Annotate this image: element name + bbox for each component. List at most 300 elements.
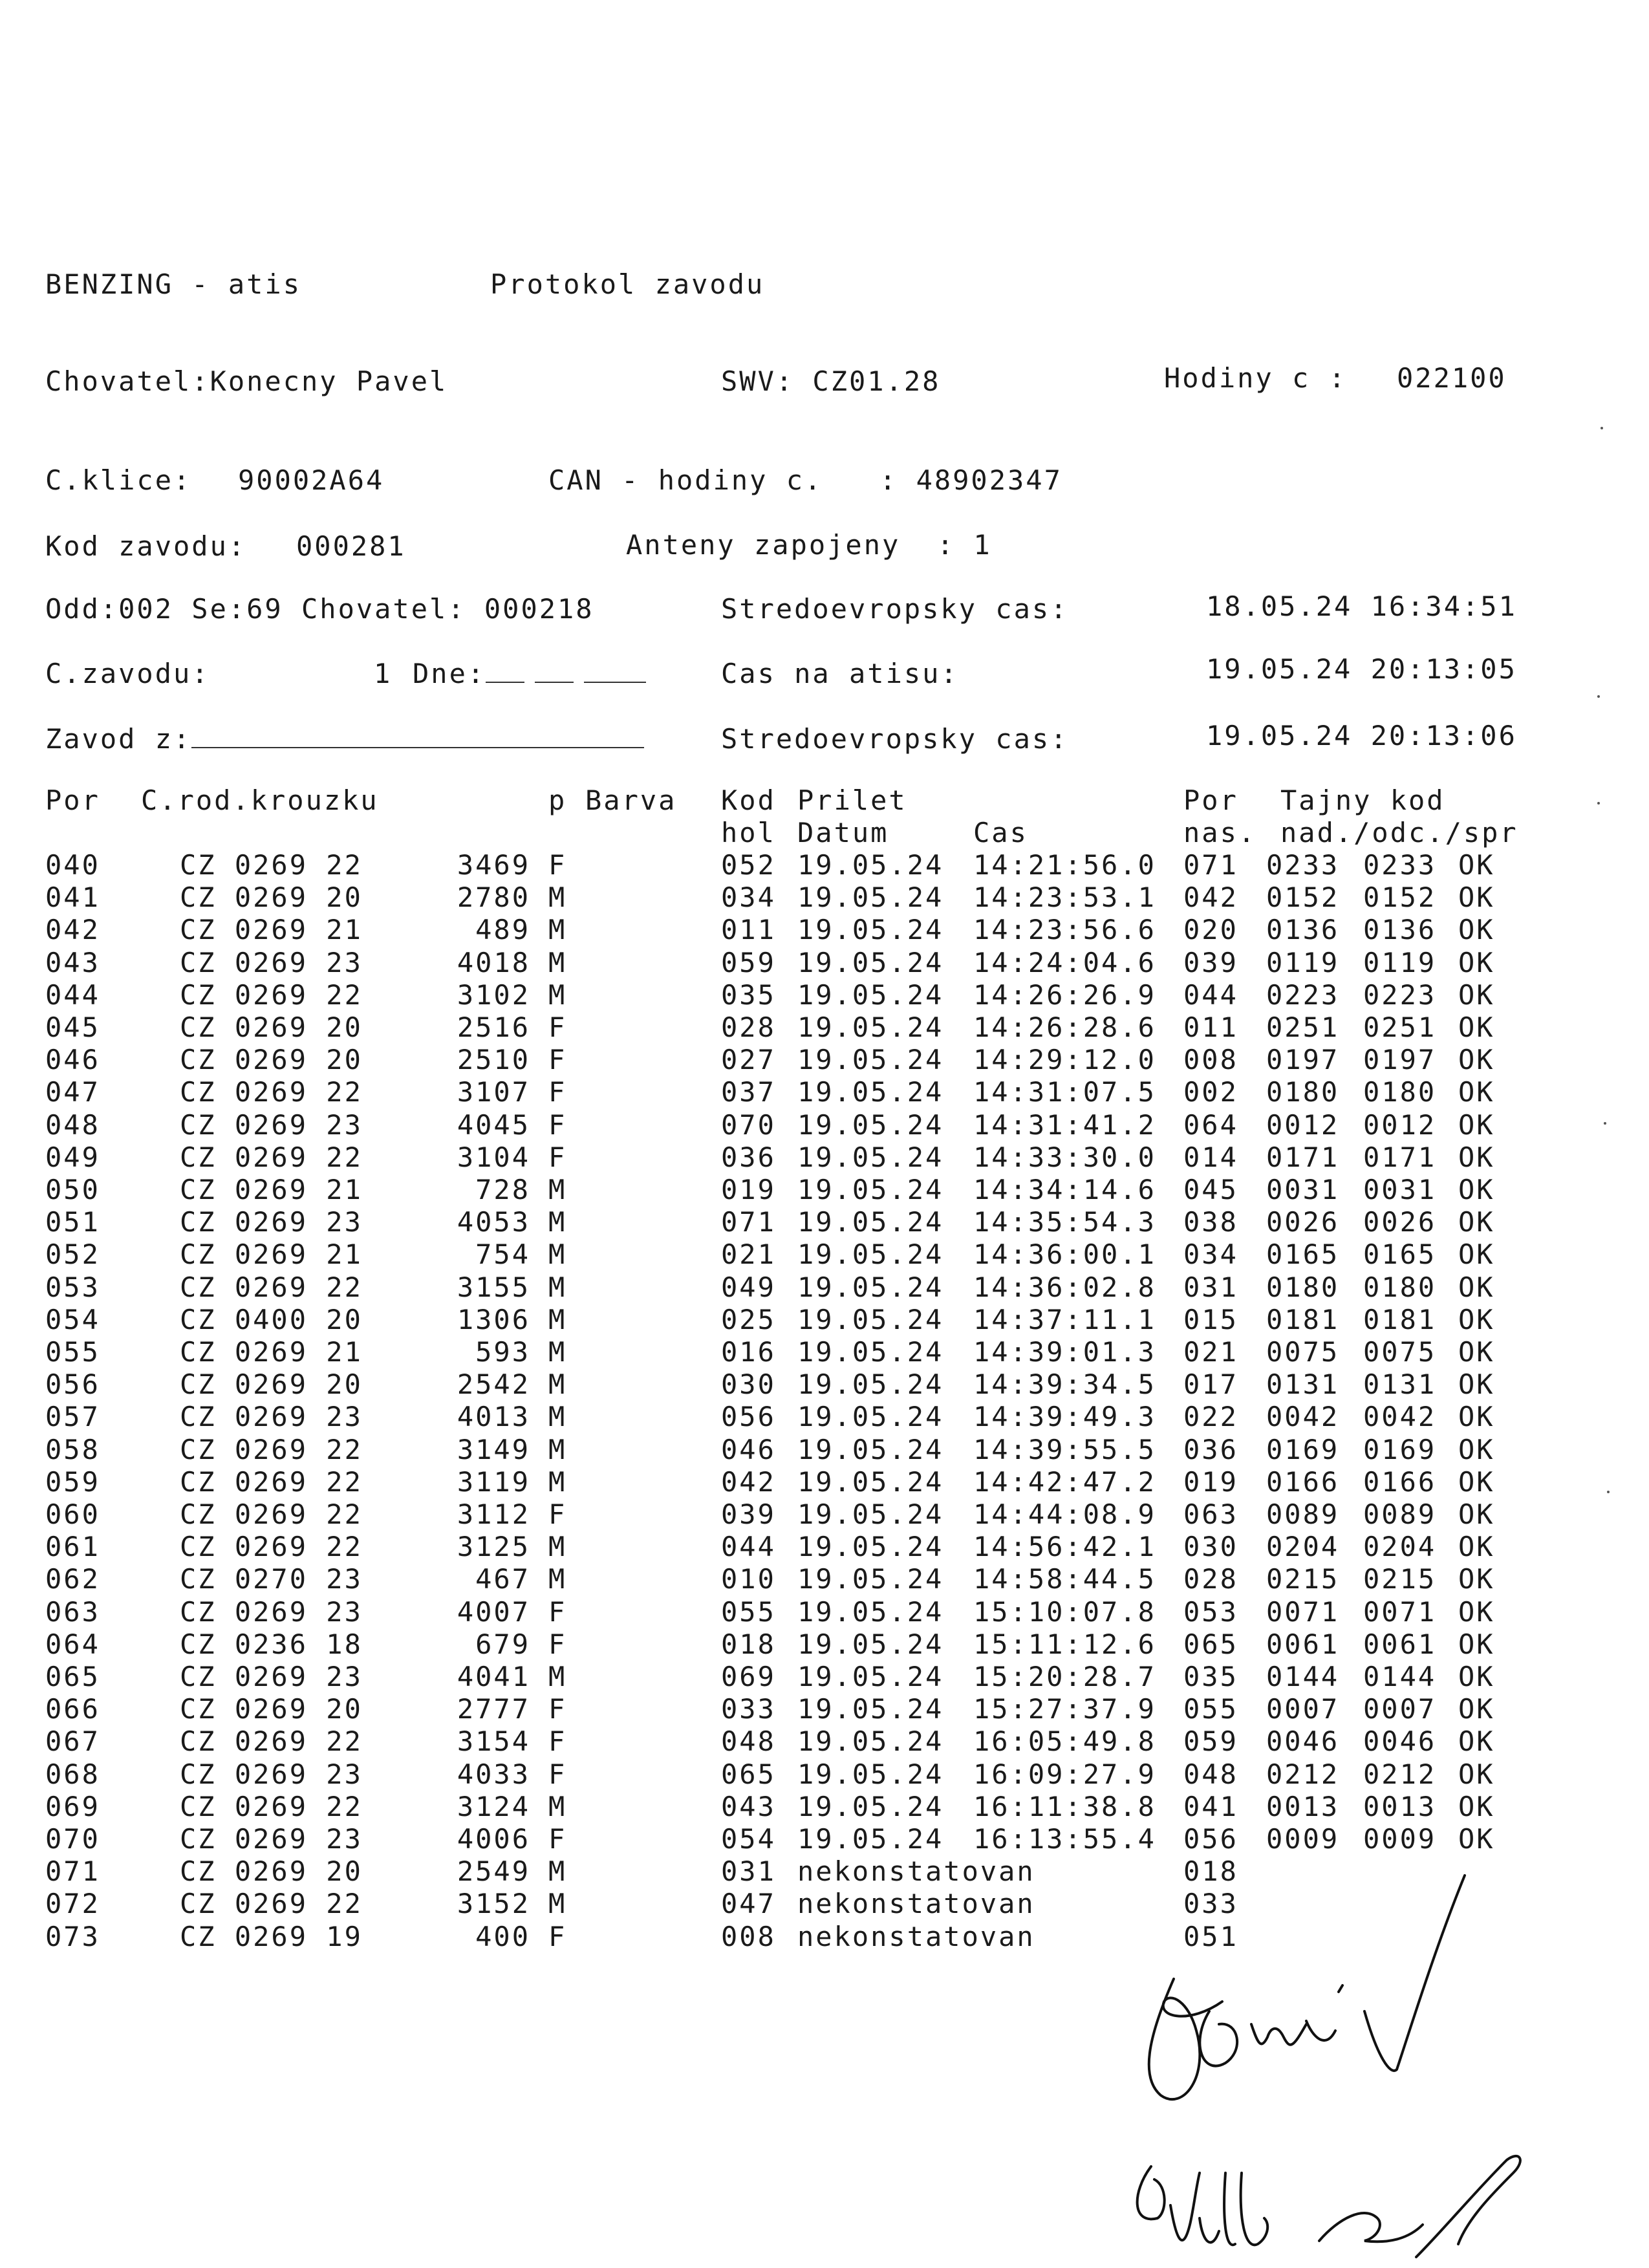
sex: M	[548, 1271, 567, 1303]
arrival-date: 19.05.24	[797, 1174, 944, 1205]
race-from-text: Zavod z:	[45, 723, 192, 755]
secret-code-nad: 0165	[1266, 1238, 1340, 1270]
arrival-date: 19.05.24	[797, 1596, 944, 1628]
bird-code: 052	[721, 849, 776, 881]
arrival-time: 14:37:11.1	[973, 1304, 1156, 1335]
arrival-time: 14:42:47.2	[973, 1466, 1156, 1498]
col-date: Datum	[797, 817, 889, 848]
nominated-order: 015	[1183, 1304, 1238, 1335]
col-nas: nas.	[1183, 817, 1257, 848]
check-status: OK	[1458, 979, 1495, 1011]
sex: F	[548, 1758, 567, 1790]
arrival-date: 19.05.24	[797, 1791, 944, 1822]
table-row	[0, 1011, 1507, 1044]
arrival-time: 14:26:26.9	[973, 979, 1156, 1011]
nominated-order: 055	[1183, 1693, 1238, 1725]
row-position: 060	[45, 1498, 100, 1530]
ring-number: 4006	[457, 1823, 530, 1855]
nominated-order: 064	[1183, 1109, 1238, 1141]
secret-code-odc: 0144	[1363, 1661, 1437, 1692]
ring-number: 2516	[457, 1011, 530, 1043]
nominated-order: 028	[1183, 1563, 1238, 1595]
row-position: 051	[45, 1206, 100, 1238]
table-row	[0, 1563, 1507, 1595]
ring-number: 679	[475, 1628, 530, 1660]
secret-code-odc: 0012	[1363, 1109, 1437, 1141]
sex: M	[548, 1563, 567, 1595]
arrival-time: 14:23:53.1	[973, 881, 1156, 913]
ring-prefix: CZ 0269 22	[180, 1076, 363, 1108]
ring-number: 489	[475, 914, 530, 945]
secret-code-odc: 0204	[1363, 1531, 1437, 1562]
arrival-time: 16:13:55.4	[973, 1823, 1156, 1855]
arrival-time: 14:39:34.5	[973, 1368, 1156, 1400]
bird-code: 031	[721, 1855, 776, 1887]
nominated-order: 008	[1183, 1044, 1238, 1075]
sex: F	[548, 849, 567, 881]
ring-prefix: CZ 0270 23	[180, 1563, 363, 1595]
secret-code-nad: 0042	[1266, 1401, 1340, 1432]
nominated-order: 053	[1183, 1596, 1238, 1628]
date-label-text: Dne:	[413, 658, 486, 689]
secret-code-odc: 0131	[1363, 1368, 1437, 1400]
arrival-date: 19.05.24	[797, 1693, 944, 1725]
ring-number: 2510	[457, 1044, 530, 1075]
nominated-order: 019	[1183, 1466, 1238, 1498]
table-row	[0, 1174, 1507, 1206]
check-status: OK	[1458, 1076, 1495, 1108]
ring-number: 2542	[457, 1368, 530, 1400]
row-position: 053	[45, 1271, 100, 1303]
bird-code: 042	[721, 1466, 776, 1498]
check-status: OK	[1458, 1304, 1495, 1335]
arrival-date: 19.05.24	[797, 1206, 944, 1238]
ring-prefix: CZ 0269 22	[180, 1791, 363, 1822]
nominated-order: 056	[1183, 1823, 1238, 1855]
ring-number: 4013	[457, 1401, 530, 1432]
table-row	[0, 1206, 1507, 1238]
ring-prefix: CZ 0269 23	[180, 1109, 363, 1141]
arrival-date: 19.05.24	[797, 1531, 944, 1562]
ring-number: 3125	[457, 1531, 530, 1562]
nominated-order: 035	[1183, 1661, 1238, 1692]
check-status: OK	[1458, 849, 1495, 881]
row-position: 041	[45, 881, 100, 913]
ring-number: 3155	[457, 1271, 530, 1303]
sex: F	[548, 1823, 567, 1855]
row-position: 044	[45, 979, 100, 1011]
nominated-order: 030	[1183, 1531, 1238, 1562]
check-status: OK	[1458, 1596, 1495, 1628]
bird-code: 010	[721, 1563, 776, 1595]
table-row	[0, 1141, 1507, 1174]
check-status: OK	[1458, 1206, 1495, 1238]
secret-code-odc: 0171	[1363, 1141, 1437, 1173]
row-position: 042	[45, 914, 100, 945]
secret-code-nad: 0197	[1266, 1044, 1340, 1075]
race-from-label	[45, 723, 644, 755]
nominated-order: 002	[1183, 1076, 1238, 1108]
ring-prefix: CZ 0269 22	[180, 1434, 363, 1465]
bird-code: 054	[721, 1823, 776, 1855]
arrival-date: 19.05.24	[797, 1563, 944, 1595]
bird-code: 070	[721, 1109, 776, 1141]
arrival-time: 14:44:08.9	[973, 1498, 1156, 1530]
nominated-order: 033	[1183, 1888, 1238, 1919]
arrival-date: 19.05.24	[797, 1434, 944, 1465]
row-position: 067	[45, 1725, 100, 1757]
row-position: 048	[45, 1109, 100, 1141]
nominated-order: 020	[1183, 914, 1238, 945]
sex: F	[548, 1693, 567, 1725]
check-status: OK	[1458, 1531, 1495, 1562]
arrival-time: 14:23:56.6	[973, 914, 1156, 945]
nominated-order: 014	[1183, 1141, 1238, 1173]
bird-code: 019	[721, 1174, 776, 1205]
row-position: 069	[45, 1791, 100, 1822]
bird-code: 046	[721, 1434, 776, 1465]
col-time: Cas	[973, 817, 1028, 848]
row-position: 062	[45, 1563, 100, 1595]
ring-prefix: CZ 0269 22	[180, 1531, 363, 1562]
cet-time-1-label: Stredoevropsky cas:	[721, 593, 1069, 625]
ring-prefix: CZ 0269 21	[180, 1238, 363, 1270]
ring-prefix: CZ 0269 23	[180, 1206, 363, 1238]
ring-number: 2780	[457, 881, 530, 913]
row-position: 065	[45, 1661, 100, 1692]
ring-number: 3102	[457, 979, 530, 1011]
ring-prefix: CZ 0269 19	[180, 1921, 363, 1952]
table-row	[0, 1434, 1507, 1466]
ring-prefix: CZ 0269 22	[180, 1466, 363, 1498]
table-row	[0, 1823, 1507, 1855]
row-position: 059	[45, 1466, 100, 1498]
key-number-value: 90002A64	[238, 464, 385, 496]
row-position: 073	[45, 1921, 100, 1952]
table-row	[0, 1044, 1507, 1076]
sex: F	[548, 1011, 567, 1043]
ring-number: 3154	[457, 1725, 530, 1757]
bird-code: 033	[721, 1693, 776, 1725]
bird-code: 055	[721, 1596, 776, 1628]
bird-code: 021	[721, 1238, 776, 1270]
check-status: OK	[1458, 914, 1495, 945]
nominated-order: 038	[1183, 1206, 1238, 1238]
cet-time-2-label: Stredoevropsky cas:	[721, 723, 1069, 755]
check-status: OK	[1458, 1011, 1495, 1043]
secret-code-odc: 0042	[1363, 1401, 1437, 1432]
arrival-date: 19.05.24	[797, 1628, 944, 1660]
sex: F	[548, 1141, 567, 1173]
check-status: OK	[1458, 1693, 1495, 1725]
secret-code-odc: 0089	[1363, 1498, 1437, 1530]
arrival-date: 19.05.24	[797, 1271, 944, 1303]
arrival-time: 14:33:30.0	[973, 1141, 1156, 1173]
nominated-order: 039	[1183, 947, 1238, 978]
ring-number: 3149	[457, 1434, 530, 1465]
brand-title: BENZING - atis	[45, 268, 302, 300]
ring-prefix: CZ 0269 21	[180, 914, 363, 945]
bird-code: 035	[721, 979, 776, 1011]
row-position: 047	[45, 1076, 100, 1108]
bird-code: 037	[721, 1076, 776, 1108]
date-year-blank	[584, 662, 646, 683]
ring-number: 3104	[457, 1141, 530, 1173]
ring-prefix: CZ 0269 20	[180, 1011, 363, 1043]
signature-1	[1112, 1863, 1474, 2147]
bird-code: 065	[721, 1758, 776, 1790]
arrival-time: 16:05:49.8	[973, 1725, 1156, 1757]
sex: M	[548, 979, 567, 1011]
secret-code-odc: 0233	[1363, 849, 1437, 881]
ring-prefix: CZ 0269 20	[180, 1693, 363, 1725]
arrival-date: 19.05.24	[797, 1076, 944, 1108]
secret-code-nad: 0152	[1266, 881, 1340, 913]
secret-code-nad: 0061	[1266, 1628, 1340, 1660]
race-number-label: C.zavodu:	[45, 658, 210, 689]
table-row	[0, 1238, 1507, 1271]
arrival-time: 14:36:00.1	[973, 1238, 1156, 1270]
check-status: OK	[1458, 1368, 1495, 1400]
row-position: 055	[45, 1336, 100, 1368]
atis-time-label: Cas na atisu:	[721, 658, 959, 689]
sex: M	[548, 1336, 567, 1368]
ring-number: 728	[475, 1174, 530, 1205]
ring-prefix: CZ 0269 22	[180, 1141, 363, 1173]
secret-code-nad: 0131	[1266, 1368, 1340, 1400]
can-clock-label: CAN - hodiny c.	[548, 464, 823, 496]
bird-code: 059	[721, 947, 776, 978]
col-code: Kod	[721, 784, 776, 816]
col-color: Barva	[585, 784, 677, 816]
bird-code: 030	[721, 1368, 776, 1400]
nominated-order: 018	[1183, 1855, 1238, 1887]
sex: M	[548, 1791, 567, 1822]
row-position: 063	[45, 1596, 100, 1628]
secret-code-odc: 0152	[1363, 881, 1437, 913]
secret-code-odc: 0180	[1363, 1076, 1437, 1108]
row-position: 040	[45, 849, 100, 881]
check-status: OK	[1458, 1725, 1495, 1757]
bird-code: 008	[721, 1921, 776, 1952]
sex: F	[548, 1921, 567, 1952]
check-status: OK	[1458, 1466, 1495, 1498]
check-status: OK	[1458, 881, 1495, 913]
sex: M	[548, 1888, 567, 1919]
bird-code: 027	[721, 1044, 776, 1075]
ring-number: 3107	[457, 1076, 530, 1108]
antennas-connected: Anteny zapojeny : 1	[626, 529, 992, 561]
nominated-order: 045	[1183, 1174, 1238, 1205]
breeder-name: Chovatel:Konecny Pavel	[45, 365, 448, 397]
table-row	[0, 1368, 1507, 1401]
secret-code-nad: 0215	[1266, 1563, 1340, 1595]
check-status: OK	[1458, 1401, 1495, 1432]
secret-code-odc: 0007	[1363, 1693, 1437, 1725]
arrival-date: 19.05.24	[797, 979, 944, 1011]
row-position: 068	[45, 1758, 100, 1790]
check-status: OK	[1458, 1336, 1495, 1368]
table-row	[0, 947, 1507, 979]
bird-code: 048	[721, 1725, 776, 1757]
bird-code: 016	[721, 1336, 776, 1368]
arrival-date: 19.05.24	[797, 1758, 944, 1790]
sex: F	[548, 1044, 567, 1075]
sex: M	[548, 1466, 567, 1498]
row-position: 043	[45, 947, 100, 978]
sex: F	[548, 1498, 567, 1530]
table-row	[0, 881, 1507, 914]
arrival-time: 14:39:01.3	[973, 1336, 1156, 1368]
atis-time-value: 19.05.24 20:13:05	[1206, 653, 1517, 685]
race-code-label: Kod zavodu:	[45, 530, 247, 562]
secret-code-odc: 0223	[1363, 979, 1437, 1011]
ring-prefix: CZ 0269 23	[180, 1401, 363, 1432]
arrival-date: 19.05.24	[797, 914, 944, 945]
bird-code: 044	[721, 1531, 776, 1562]
ring-prefix: CZ 0269 22	[180, 1498, 363, 1530]
ring-prefix: CZ 0269 22	[180, 849, 363, 881]
table-row	[0, 1304, 1507, 1336]
sex: M	[548, 1238, 567, 1270]
row-position: 072	[45, 1888, 100, 1919]
nominated-order: 022	[1183, 1401, 1238, 1432]
check-status: OK	[1458, 1109, 1495, 1141]
date-day-blank	[486, 662, 524, 683]
ring-number: 467	[475, 1563, 530, 1595]
table-row	[0, 1401, 1507, 1433]
arrival-time: 14:21:56.0	[973, 849, 1156, 881]
secret-code-odc: 0136	[1363, 914, 1437, 945]
nominated-order: 021	[1183, 1336, 1238, 1368]
section-breeder-line: Odd:002 Se:69 Chovatel: 000218	[45, 593, 594, 625]
sex: M	[548, 947, 567, 978]
col-sex: p	[548, 784, 567, 816]
signature-2	[1106, 2147, 1533, 2268]
arrival-date: 19.05.24	[797, 1368, 944, 1400]
ring-number: 3124	[457, 1791, 530, 1822]
table-row	[0, 914, 1507, 946]
ring-prefix: CZ 0269 20	[180, 1855, 363, 1887]
check-status: OK	[1458, 1044, 1495, 1075]
software-version: SWV: CZ01.28	[721, 365, 941, 397]
secret-code-nad: 0071	[1266, 1596, 1340, 1628]
secret-code-nad: 0013	[1266, 1791, 1340, 1822]
row-position: 058	[45, 1434, 100, 1465]
secret-code-odc: 0071	[1363, 1596, 1437, 1628]
bird-code: 034	[721, 881, 776, 913]
nominated-order: 011	[1183, 1011, 1238, 1043]
table-row	[0, 1498, 1507, 1531]
arrival-time: 14:56:42.1	[973, 1531, 1156, 1562]
table-row	[0, 1271, 1507, 1304]
check-status: OK	[1458, 1563, 1495, 1595]
arrival-date: 19.05.24	[797, 1109, 944, 1141]
arrival-time: 14:31:41.2	[973, 1109, 1156, 1141]
secret-code-nad: 0204	[1266, 1531, 1340, 1562]
bird-code: 049	[721, 1271, 776, 1303]
col-hol: hol	[721, 817, 776, 848]
sex: M	[548, 1304, 567, 1335]
date-month-blank	[535, 662, 574, 683]
secret-code-odc: 0215	[1363, 1563, 1437, 1595]
arrival-date: 19.05.24	[797, 1044, 944, 1075]
ring-prefix: CZ 0269 22	[180, 1271, 363, 1303]
secret-code-nad: 0012	[1266, 1109, 1340, 1141]
nominated-order: 048	[1183, 1758, 1238, 1790]
bird-code: 071	[721, 1206, 776, 1238]
col-ring: C.rod.krouzku	[141, 784, 379, 816]
nominated-order: 041	[1183, 1791, 1238, 1822]
arrival-date: 19.05.24	[797, 1725, 944, 1757]
sex: M	[548, 881, 567, 913]
sex: M	[548, 1531, 567, 1562]
table-row	[0, 1791, 1507, 1823]
arrival-time: 14:24:04.6	[973, 947, 1156, 978]
check-status: OK	[1458, 947, 1495, 978]
bird-code: 039	[721, 1498, 776, 1530]
table-row	[0, 979, 1507, 1011]
arrival-time: 14:29:12.0	[973, 1044, 1156, 1075]
arrival-time: 14:26:28.6	[973, 1011, 1156, 1043]
ring-number: 3112	[457, 1498, 530, 1530]
bird-code: 056	[721, 1401, 776, 1432]
check-status: OK	[1458, 1791, 1495, 1822]
secret-code-odc: 0119	[1363, 947, 1437, 978]
arrival-date: nekonstatovan	[797, 1855, 1035, 1887]
secret-code-nad: 0223	[1266, 979, 1340, 1011]
arrival-time: 14:31:07.5	[973, 1076, 1156, 1108]
race-number-value: 1	[374, 658, 393, 689]
arrival-date: nekonstatovan	[797, 1888, 1035, 1919]
row-position: 049	[45, 1141, 100, 1173]
ring-number: 593	[475, 1336, 530, 1368]
check-status: OK	[1458, 1174, 1495, 1205]
race-code-value: 000281	[296, 530, 406, 562]
bird-code: 028	[721, 1011, 776, 1043]
bird-code: 036	[721, 1141, 776, 1173]
arrival-time: 14:34:14.6	[973, 1174, 1156, 1205]
ring-number: 4041	[457, 1661, 530, 1692]
check-status: OK	[1458, 1498, 1495, 1530]
row-position: 045	[45, 1011, 100, 1043]
ring-prefix: CZ 0269 22	[180, 1725, 363, 1757]
secret-code-odc: 0009	[1363, 1823, 1437, 1855]
nominated-order: 031	[1183, 1271, 1238, 1303]
ring-prefix: CZ 0269 20	[180, 1368, 363, 1400]
arrival-date: 19.05.24	[797, 1401, 944, 1432]
scan-speck	[1607, 1491, 1610, 1493]
secret-code-nad: 0251	[1266, 1011, 1340, 1043]
row-position: 061	[45, 1531, 100, 1562]
secret-code-nad: 0075	[1266, 1336, 1340, 1368]
secret-code-odc: 0169	[1363, 1434, 1437, 1465]
nominated-order: 059	[1183, 1725, 1238, 1757]
check-status: OK	[1458, 1141, 1495, 1173]
sex: M	[548, 1434, 567, 1465]
secret-code-nad: 0007	[1266, 1693, 1340, 1725]
secret-code-odc: 0165	[1363, 1238, 1437, 1270]
nominated-order: 063	[1183, 1498, 1238, 1530]
bird-code: 011	[721, 914, 776, 945]
ring-number: 4007	[457, 1596, 530, 1628]
table-row	[0, 1076, 1507, 1108]
secret-code-nad: 0136	[1266, 914, 1340, 945]
page-title: Protokol zavodu	[490, 268, 765, 300]
ring-prefix: CZ 0269 22	[180, 1888, 363, 1919]
arrival-date: 19.05.24	[797, 1466, 944, 1498]
secret-code-nad: 0212	[1266, 1758, 1340, 1790]
